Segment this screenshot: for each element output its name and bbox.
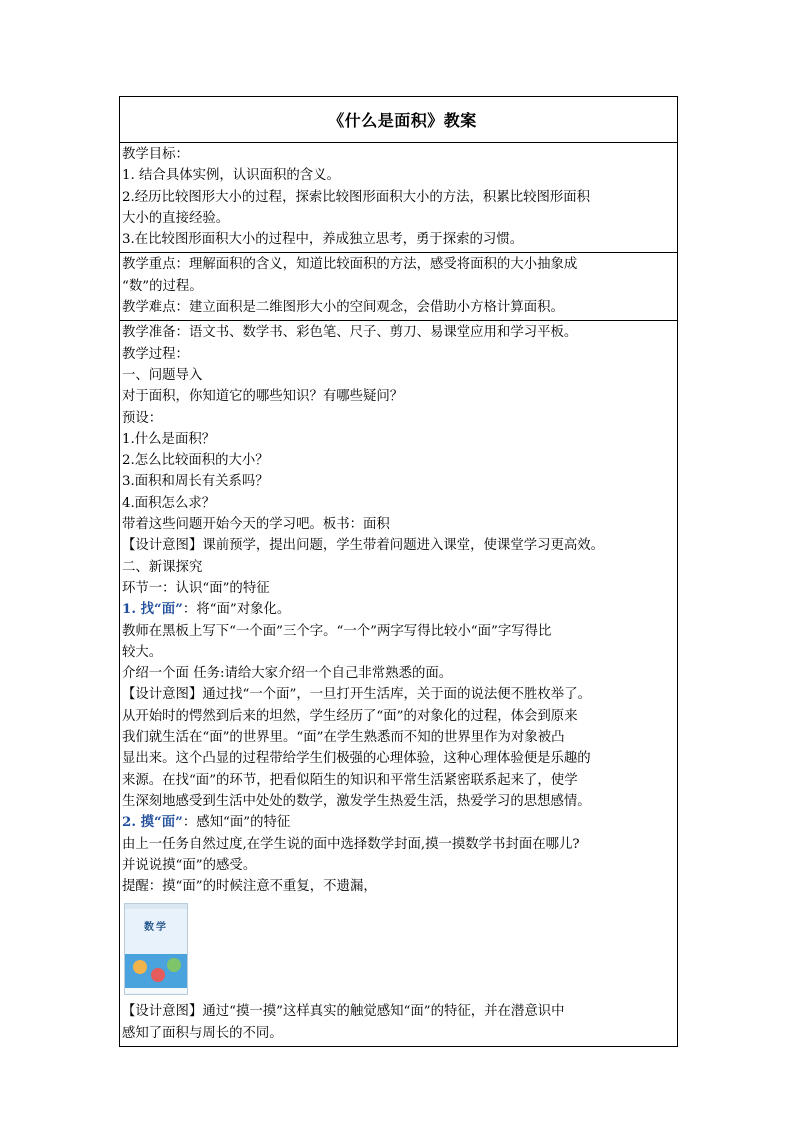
intent-line: 感知了面积与周长的不同。 (122, 1025, 283, 1041)
goal-line: 大小的直接经验。 (122, 210, 230, 226)
preset-item: 2.怎么比较面积的大小？ (122, 453, 269, 469)
intent-line: 我们就生活在“面”的世界里。“面”在学生熟悉而不知的世界里作为对象被凸 (122, 730, 565, 746)
reminder-line: 提醒：摸“面”的时候注意不重复，不遗漏， (122, 879, 377, 895)
preset-item: 4.面积怎么求？ (122, 495, 216, 511)
goal-line: 2.经历比较图形大小的过程，探索比较图形面积大小的方法，积累比较图形面积 (122, 189, 591, 205)
goal-line: 1. 结合具体实例，认识面积的含义。 (122, 168, 340, 184)
process-cell (120, 321, 677, 1046)
link-heading: 环节一：认识“面”的特征 (122, 580, 270, 596)
find-face-title: 1. 找“面” (122, 601, 183, 618)
intent-line: 显出来。这个凸显的过程带给学生们极强的心理体验，这种心理体验便是乐趣的 (122, 751, 591, 767)
design-intent-line: 【设计意图】课前预学，提出问题，学生带着问题进入课堂，使课堂学习更高效。 (122, 538, 605, 554)
difficulty-line: 教学难点：建立面积是二维图形大小的空间观念，会借助小方格计算面积。 (122, 300, 564, 316)
cover-figure (151, 968, 165, 982)
key-point-line: 教学重点：理解面积的含义，知道比较面积的方法，感受将面积的大小抽象成 (122, 257, 578, 273)
find-face-desc: ：将“面”对象化。 (182, 602, 291, 618)
touch-face-desc: ：感知“面”的特征 (182, 815, 291, 831)
prep-line: 教学准备：语文书、数学书、彩色笔、尺子、剪刀、易课堂应用和学习平板。 (122, 325, 578, 341)
intent-line: 【设计意图】通过找“一个面”，一旦打开生活库，关于面的说法便不胜枚举了。 (122, 687, 591, 703)
cover-title: 数学 (144, 922, 168, 934)
section-heading: 二、新课探究 (122, 559, 203, 575)
question-line: 对于面积，你知道它的哪些知识？有哪些疑问？ (122, 389, 404, 405)
page-title: 《什么是面积》教案 (328, 111, 477, 130)
cover-figure (167, 958, 181, 972)
touch-face-title: 2. 摸“面” (122, 814, 183, 831)
process-heading: 教学过程： (122, 346, 189, 362)
board-line: 带着这些问题开始今天的学习吧。板书：面积 (122, 517, 390, 533)
task-line: 介绍一个面 任务:请给大家介绍一个自己非常熟悉的面。 (122, 666, 453, 682)
lesson-plan-table (119, 96, 678, 1047)
section-heading: 一、问题导入 (122, 367, 203, 383)
teacher-line: 较大。 (122, 644, 163, 660)
teacher-line: 教师在黑板上写下“一个面”三个字。“一个”两字写得比较小“面”字写得比 (122, 623, 552, 639)
goal-line: 3.在比较图形面积大小的过程中，养成独立思考，勇于探索的习惯。 (122, 232, 524, 248)
preset-item: 3.面积和周长有关系吗？ (122, 474, 269, 490)
title-cell (120, 97, 677, 143)
preset-heading: 预设： (122, 410, 163, 426)
key-points-cell (120, 253, 677, 321)
intent-line: 生深刻地感受到生活中处处的数学，激发学生热爱生活，热爱学习的思想感情。 (122, 793, 591, 809)
find-face-line (122, 599, 675, 620)
intent-line: 从开始时的愕然到后来的坦然，学生经历了“面”的对象化的过程，体会到原来 (122, 708, 578, 724)
cover-illustration (125, 954, 187, 990)
goals-cell (120, 143, 677, 253)
touch-line: 由上一任务自然过度,在学生说的面中选择数学封面,摸一摸数学书封面在哪儿? (122, 836, 580, 852)
intent-line: 【设计意图】通过“摸一摸”这样真实的触觉感知“面”的特征，并在潜意识中 (122, 1004, 565, 1020)
touch-face-line (122, 812, 675, 833)
goals-heading: 教学目标： (122, 147, 189, 162)
cover-figure (133, 960, 147, 974)
intent-line: 来源。在找“面”的环节，把看似陌生的知识和平常生活紧密联系起来了，使学 (122, 772, 578, 788)
cover-publisher-strip (125, 988, 187, 993)
cover-top-band (125, 904, 187, 909)
preset-item: 1.什么是面积？ (122, 431, 216, 447)
key-point-line: “数”的过程。 (122, 278, 203, 294)
math-book-cover-image (124, 903, 188, 995)
touch-line: 并说说摸“面”的感受。 (122, 857, 257, 873)
